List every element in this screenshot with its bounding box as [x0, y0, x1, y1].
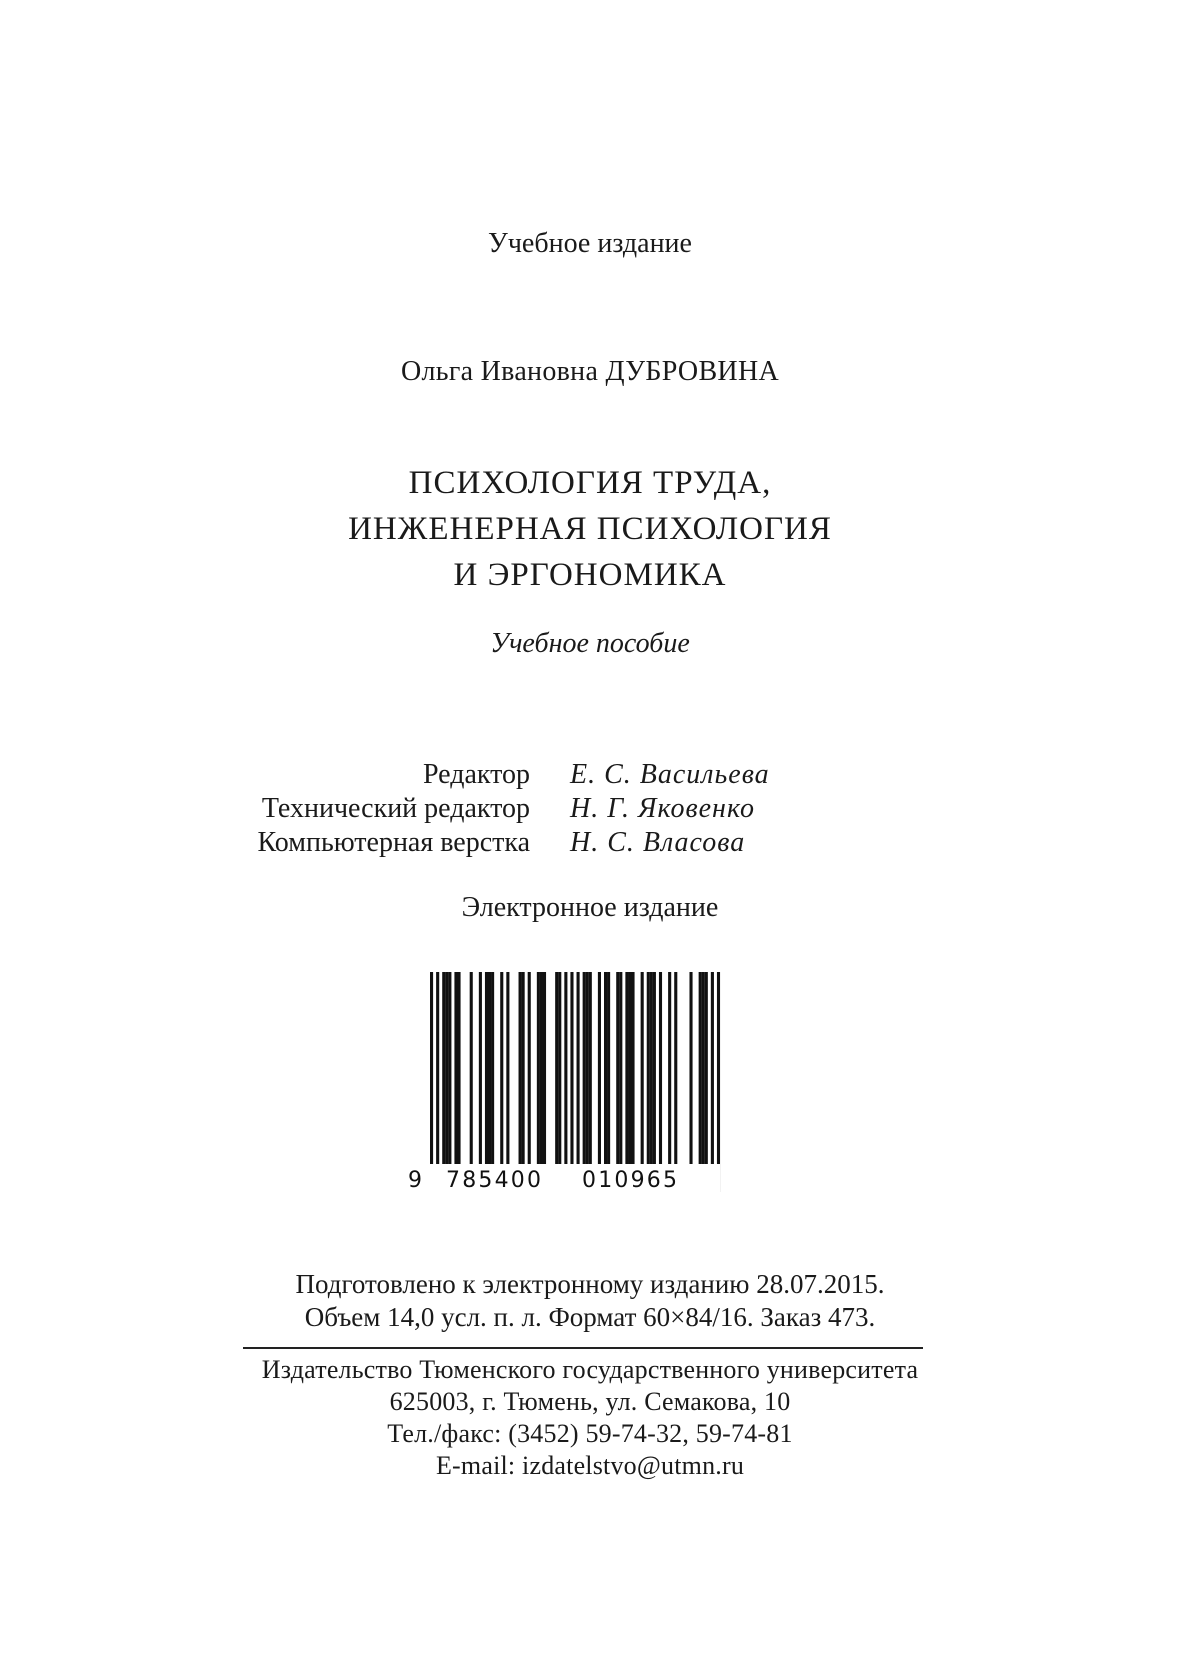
credit-role: Редактор: [422, 759, 530, 790]
credit-role: Технический редактор: [261, 793, 530, 824]
imprint-block: [0, 1268, 1180, 1334]
barcode-bar: [558, 972, 561, 1164]
barcode-bar: [519, 972, 522, 1164]
credit-name: Е. С. Васильева: [570, 759, 770, 790]
title-line: ИНЖЕНЕРНАЯ ПСИХОЛОГИЯ: [348, 511, 832, 547]
barcode-bar: [555, 972, 558, 1164]
edition-format: Электронное издание: [461, 892, 719, 923]
barcode-bar: [689, 972, 692, 1164]
barcode-bar: [564, 972, 567, 1164]
barcode-bar: [500, 972, 503, 1164]
isbn-barcode: [408, 972, 720, 1193]
title-line: И ЭРГОНОМИКА: [453, 557, 727, 593]
barcode-bar: [616, 972, 619, 1164]
barcode-bar: [586, 972, 589, 1164]
barcode-bar: [641, 972, 644, 1164]
barcode-bar: [479, 972, 482, 1164]
barcode-bar: [543, 972, 546, 1164]
barcode-digits-left: 785400: [446, 1168, 544, 1193]
barcode-bar: [540, 972, 543, 1164]
publisher-email: E-mail: izdatelstvo@utmn.ru: [435, 1451, 745, 1480]
book-title: [0, 460, 1180, 598]
barcode-bar: [506, 972, 509, 1164]
credit-role: Компьютерная верстка: [257, 827, 530, 858]
barcode-bar: [528, 972, 531, 1164]
imprint-line: Объем 14,0 усл. п. л. Формат 60×84/16. Заказ 473.: [304, 1302, 876, 1332]
barcode-bar: [717, 972, 720, 1192]
barcode-bar: [491, 972, 494, 1164]
barcode-bar: [522, 972, 525, 1164]
barcode-bar: [705, 972, 708, 1164]
barcode-bar: [711, 972, 714, 1192]
barcode-bar: [470, 972, 473, 1164]
barcode-bar: [699, 972, 702, 1164]
barcode-bar: [577, 972, 580, 1192]
credit-name: Н. Г. Яковенко: [570, 793, 755, 824]
barcode-bar: [442, 972, 445, 1164]
barcode-bar: [631, 972, 634, 1164]
imprint-line: Подготовлено к электронному изданию 28.07.2015.: [295, 1269, 885, 1299]
barcode-bar: [485, 972, 488, 1164]
publisher-block: [0, 1354, 1180, 1482]
barcode-bar: [488, 972, 491, 1164]
barcode-bar: [445, 972, 448, 1164]
barcode-bar: [604, 972, 607, 1164]
barcode-bar: [647, 972, 650, 1164]
credit-row-layout: [180, 826, 880, 860]
barcode-bar: [625, 972, 628, 1164]
barcode-bar: [436, 972, 439, 1192]
barcode-bar: [583, 972, 586, 1164]
barcode-bar: [589, 972, 592, 1164]
barcode-bar: [607, 972, 610, 1164]
publisher-phone: Тел./факс: (3452) 59-74-32, 59-74-81: [387, 1419, 793, 1448]
edition-type: Учебное издание: [488, 228, 692, 259]
credit-row-technical-editor: [180, 792, 880, 826]
barcode-bar: [659, 972, 662, 1164]
barcode-bar: [653, 972, 656, 1164]
author-name: Ольга Ивановна ДУБРОВИНА: [400, 356, 779, 387]
barcode-bar: [448, 972, 451, 1164]
barcode-bar: [702, 972, 705, 1164]
credits-list: [180, 758, 880, 860]
barcode-bar: [570, 972, 573, 1192]
barcode-bar: [537, 972, 540, 1164]
book-subtitle: Учебное пособие: [490, 628, 690, 659]
credit-row-editor: [180, 758, 880, 792]
barcode-bar: [668, 972, 671, 1164]
barcode-bar: [457, 972, 460, 1164]
publisher-address: 625003, г. Тюмень, ул. Семакова, 10: [389, 1387, 791, 1416]
barcode-bar: [598, 972, 601, 1164]
barcode-digit-prefix: 9: [408, 1168, 422, 1193]
barcode-bar: [628, 972, 631, 1164]
barcode-bar: [454, 972, 457, 1164]
barcode-digits-right: 010965: [582, 1168, 680, 1193]
barcode-bar: [650, 972, 653, 1164]
barcode-bar: [674, 972, 677, 1164]
barcode-bar: [430, 972, 433, 1192]
divider-line: [243, 1347, 923, 1349]
barcode-bar: [619, 972, 622, 1164]
title-line: ПСИХОЛОГИЯ ТРУДА,: [408, 465, 772, 501]
credit-name: Н. С. Власова: [570, 827, 746, 858]
publisher-name: Издательство Тюменского государственного университета: [261, 1355, 919, 1384]
